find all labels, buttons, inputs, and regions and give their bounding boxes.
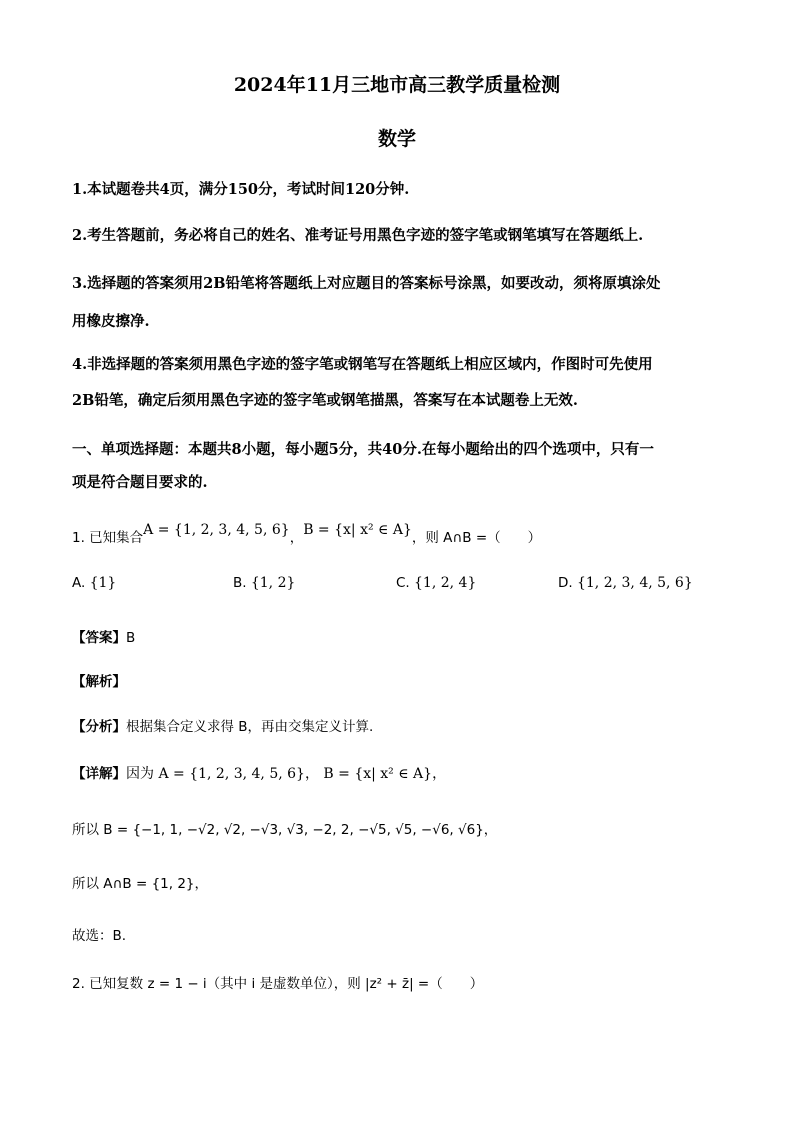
q1-option-c-label: C. [396, 575, 410, 591]
q1-option-b-label: B. [233, 575, 247, 591]
q1-fenxi [72, 715, 373, 735]
q1-detail [72, 762, 446, 783]
detail-text: 因为 A = {1, 2, 3, 4, 5, 6}， B = {x| x² ∈ A}， [126, 766, 447, 782]
note-3-cont: 用橡皮擦净. [72, 313, 150, 330]
note-1: 1.本试题卷共4页，满分150分，考试时间120分钟. [72, 181, 410, 198]
q1-option-b [233, 575, 295, 591]
question-1-stem [72, 522, 542, 546]
fenxi-text: 根据集合定义求得 B，再由交集定义计算. [126, 719, 374, 735]
q1-sep: ， [289, 530, 304, 546]
q1-option-d-value: {1, 2, 3, 4, 5, 6} [576, 575, 693, 591]
q1-choose: 故选：B. [72, 928, 127, 944]
q1-analysis [72, 670, 126, 690]
q1-set-a: A = {1, 2, 3, 4, 5, 6} [143, 522, 290, 538]
fenxi-label: 【分析】 [72, 719, 126, 735]
q1-option-a-label: A. [72, 575, 86, 591]
note-4-cont: 2B铅笔，确定后须用黑色字迹的签字笔或钢笔描黑，答案写在本试题卷上无效. [72, 392, 578, 409]
question-2-stem: 2. 已知复数 z = 1 − i（其中 i 是虚数单位），则 |z² + z̄| =（ ） [72, 976, 484, 992]
q1-set-b-expansion: 所以 B = {−1, 1, −√2, √2, −√3, √3, −2, 2, −√5, √5, −√6, √6}， [72, 822, 498, 838]
exam-title: 2024年11月三地市高三教学质量检测 [233, 74, 561, 96]
q1-set-b: B = {x| x² ∈ A} [303, 522, 412, 538]
note-3: 3.选择题的答案须用2B铅笔将答题纸上对应题目的答案标号涂黑，如要改动，须将原填涂处 [72, 275, 661, 292]
q1-intersection: 所以 A∩B = {1, 2}， [72, 876, 209, 892]
note-2: 2.考生答题前，务必将自己的姓名、准考证号用黑色字迹的签字笔或钢笔填写在答题纸上. [72, 227, 644, 244]
q1-option-c [396, 575, 476, 591]
q1-prefix: 1. 已知集合 [72, 530, 144, 546]
q1-option-a-value: {1} [89, 575, 117, 591]
answer-label: 【答案】 [72, 630, 126, 646]
section-heading-cont: 项是符合题目要求的. [72, 474, 208, 491]
q1-option-b-value: {1, 2} [250, 575, 296, 591]
detail-label: 【详解】 [72, 766, 126, 782]
q1-suffix: ，则 A∩B =（ ） [411, 530, 542, 546]
q1-answer [72, 626, 135, 646]
note-4: 4.非选择题的答案须用黑色字迹的签字笔或钢笔写在答题纸上相应区域内，作图时可先使用 [72, 356, 653, 373]
analysis-label: 【解析】 [72, 674, 126, 690]
section-heading: 一、单项选择题：本题共8小题，每小题5分，共40分.在每小题给出的四个选项中，只有一 [72, 441, 654, 458]
q1-option-c-value: {1, 2, 4} [414, 575, 477, 591]
subject-heading: 数学 [377, 128, 416, 150]
q1-option-d-label: D. [558, 575, 573, 591]
answer-value: B [126, 630, 136, 646]
q1-option-d [558, 575, 693, 591]
q1-option-a [72, 575, 116, 591]
